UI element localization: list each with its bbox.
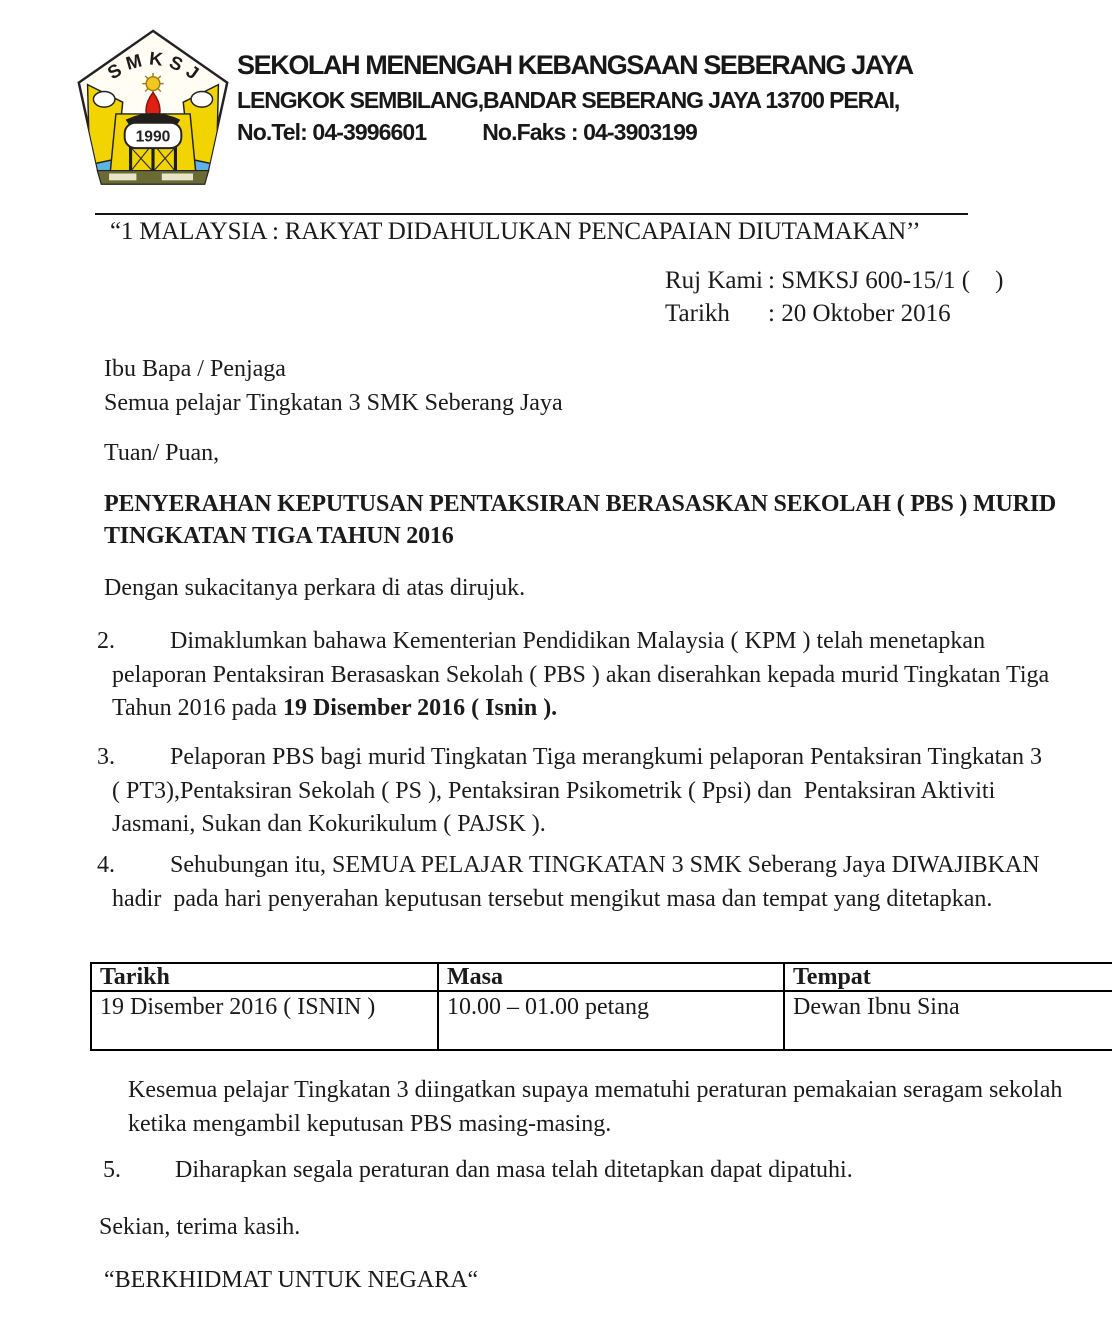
school-crest-logo — [70, 26, 236, 196]
paragraph-text: pelaporan Pentaksiran Berasaskan Sekolah ( PBS ) akan diserahkan kepada murid Tingkatan Tiga — [112, 661, 1050, 688]
recipient-line: Semua pelajar Tingkatan 3 SMK Seberang Jaya — [104, 389, 563, 416]
ruj-kami-value: : SMKSJ 600-15/1 ( ) — [768, 267, 1004, 294]
paragraph-text: Jasmani, Sukan dan Kokurikulum ( PAJSK ). — [112, 811, 546, 837]
school-phone: No.Tel: 04-3996601 — [237, 119, 427, 145]
subject-line: PENYERAHAN KEPUTUSAN PENTAKSIRAN BERASASKAN SEKOLAH ( PBS ) MURID — [104, 491, 1056, 517]
paragraph-text: Tahun 2016 pada — [112, 695, 283, 721]
paragraph-3 — [97, 741, 1042, 842]
uniform-reminder-paragraph — [128, 1074, 1062, 1141]
reference-block — [665, 264, 1003, 330]
subject-line: TINGKATAN TIGA TAHUN 2016 — [104, 522, 454, 549]
recipient-block — [104, 353, 563, 420]
paragraph-text: ( PT3),Pentaksiran Sekolah ( PS ), Pentaksiran Psikometrik ( Ppsi) dan Pentaksiran Aktiviti — [112, 777, 996, 804]
sun-icon — [142, 73, 163, 94]
table-cell-venue: Dewan Ibnu Sina — [784, 991, 1112, 1050]
service-slogan: “BERKHIDMAT UNTUK NEGARA“ — [104, 1267, 479, 1293]
salutation: Tuan/ Puan, — [104, 440, 220, 466]
closing-line: Sekian, terima kasih. — [99, 1214, 301, 1240]
highlighted-date: 19 Disember 2016 ( Isnin ). — [282, 695, 558, 721]
schedule-data-row — [91, 991, 1112, 1050]
paragraph-text: ketika mengambil keputusan PBS masing-masing. — [128, 1110, 612, 1137]
table-header-masa: Masa — [438, 963, 784, 991]
school-name: SEKOLAH MENENGAH KEBANGSAAN SEBERANG JAYA — [237, 50, 913, 80]
paragraph-number: 5. — [103, 1157, 121, 1183]
header-divider-rule — [95, 213, 968, 215]
paragraph-number: 2. — [97, 628, 115, 654]
paragraph-text: Sehubungan itu, SEMUA PELAJAR TINGKATAN 3 SMK Seberang Jaya DIWAJIBKAN — [170, 852, 1040, 878]
ruj-kami-label: Ruj Kami — [665, 267, 763, 294]
letter-date-row — [665, 297, 1003, 330]
national-motto-line: “1 MALAYSIA : RAKYAT DIDAHULUKAN PENCAPAIAN DIUTAMAKAN’’ — [110, 218, 921, 245]
schedule-header-row — [91, 963, 1112, 991]
left-scroll-curl — [93, 91, 114, 107]
school-fax: No.Faks : 04-3903199 — [482, 119, 697, 145]
intro-paragraph: Dengan sukacitanya perkara di atas dirujuk. — [104, 575, 526, 601]
tarikh-label: Tarikh — [665, 300, 730, 327]
paragraph-text: Kesemua pelajar Tingkatan 3 diingatkan supaya mematuhi peraturan pemakaian seragam sekolah — [128, 1077, 1063, 1103]
paragraph-text: hadir pada hari penyerahan keputusan tersebut mengikut masa dan tempat yang ditetapkan. — [112, 885, 993, 912]
schedule-table — [90, 962, 1112, 1051]
table-header-tarikh: Tarikh — [91, 963, 438, 991]
school-address: LENGKOK SEMBILANG,BANDAR SEBERANG JAYA 13700 PERAI, — [237, 87, 900, 113]
paragraph-number: 3. — [97, 744, 115, 770]
paragraph-text: Pelaporan PBS bagi murid Tingkatan Tiga merangkumi pelaporan Pentaksiran Tingkatan 3 — [170, 744, 1042, 770]
right-scroll-curl — [191, 91, 212, 107]
table-cell-date: 19 Disember 2016 ( ISNIN ) — [91, 991, 438, 1050]
paragraph-2 — [97, 625, 1049, 726]
logo-acronym: SMKSJ — [103, 47, 208, 87]
table-cell-time: 10.00 – 01.00 petang — [438, 991, 784, 1050]
school-contacts — [237, 119, 913, 146]
tarikh-value: : 20 Oktober 2016 — [768, 300, 951, 327]
paragraph-5 — [103, 1154, 853, 1188]
paragraph-number: 4. — [97, 852, 115, 878]
recipient-line: Ibu Bapa / Penjaga — [104, 356, 286, 382]
paragraph-4 — [97, 849, 1040, 916]
paragraph-text: Diharapkan segala peraturan dan masa telah ditetapkan dapat dipatuhi. — [175, 1157, 853, 1183]
logo-year: 1990 — [135, 128, 171, 146]
reference-number-row — [665, 264, 1003, 297]
subject-heading — [104, 489, 1056, 552]
paragraph-text: Dimaklumkan bahawa Kementerian Pendidikan Malaysia ( KPM ) telah menetapkan — [170, 628, 986, 654]
letterhead — [237, 50, 913, 146]
table-header-tempat: Tempat — [784, 963, 1112, 991]
